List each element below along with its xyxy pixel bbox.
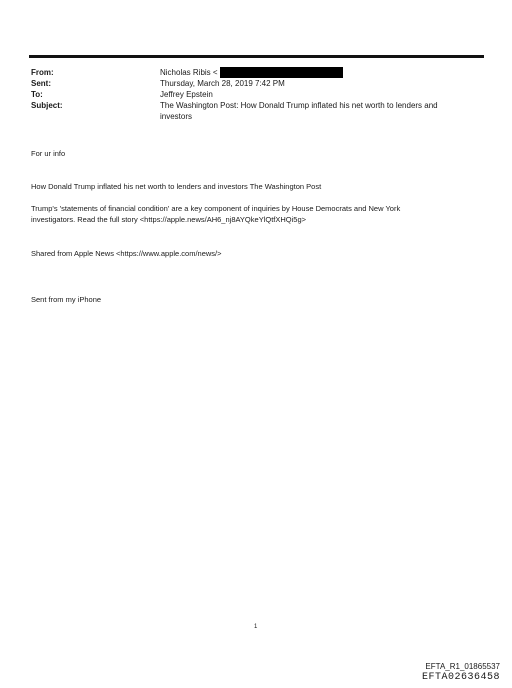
signature-text: Sent from my iPhone [31, 295, 102, 304]
sent-value: Thursday, March 28, 2019 7:42 PM [160, 79, 285, 88]
from-label: From: [31, 68, 54, 77]
from-row [31, 67, 481, 78]
to-row [31, 89, 481, 100]
to-label: To: [31, 90, 43, 99]
subject-row [31, 100, 481, 122]
greeting-text: For ur info [31, 149, 66, 158]
from-value [160, 67, 470, 78]
shared-from-text: Shared from Apple News <https://www.apple.com/news/> [31, 249, 222, 258]
redaction-box [220, 67, 343, 78]
subject-line-1: The Washington Post: How Donald Trump inflated his net worth to lenders and [160, 101, 438, 110]
subject-label: Subject: [31, 101, 63, 110]
footer-id-primary: EFTA_R1_01865537 [425, 662, 500, 671]
header-divider [29, 55, 484, 58]
to-value: Jeffrey Epstein [160, 90, 213, 99]
footer-id-secondary: EFTA02636458 [421, 672, 500, 683]
sent-row [31, 78, 481, 89]
article-summary [31, 203, 461, 225]
article-headline: How Donald Trump inflated his net worth to lenders and investors The Washington Post [31, 182, 322, 191]
page-number: 1 [254, 624, 258, 630]
summary-line-2: investigators. Read the full story <https://apple.news/AH6_nj8AYQkeYlQtfXHQi5g> [31, 215, 307, 224]
sent-label: Sent: [31, 79, 51, 88]
subject-value [160, 100, 470, 122]
sender-name: Nicholas Ribis < [160, 68, 218, 77]
summary-line-1: Trump's 'statements of financial condition' are a key component of inquiries by House Democrats and New York [31, 204, 401, 213]
subject-line-2: investors [160, 112, 193, 121]
email-header [31, 67, 481, 122]
